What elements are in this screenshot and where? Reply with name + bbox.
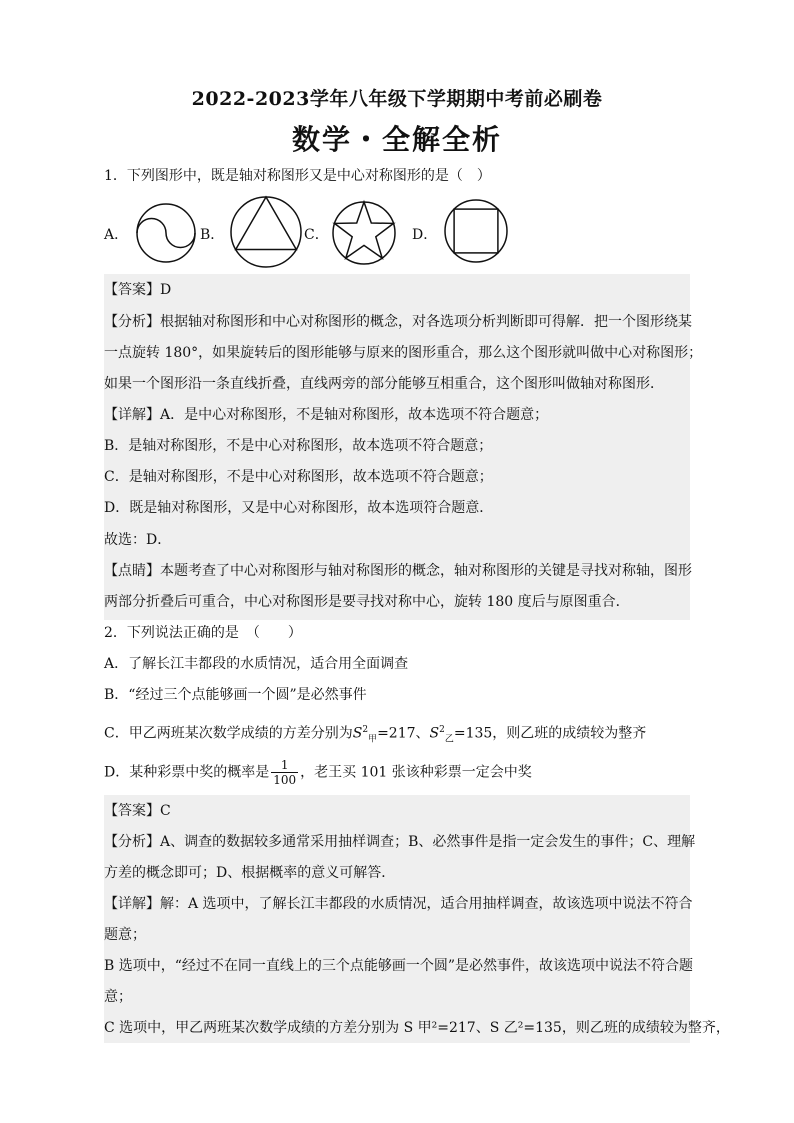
q1-analysis-line-3: 如果一个图形沿一条直线折叠，直线两旁的部分能够互相重合，这个图形叫做轴对称图形． [104, 376, 664, 392]
q1-analysis-line-2: 一点旋转 180°，如果旋转后的图形能够与原来的图形重合，那么这个图形就叫做中心对称图形； [104, 345, 703, 361]
q1-option-b-label: B． [200, 227, 225, 243]
fraction-denominator: 100 [273, 773, 297, 787]
q2-option-c-text: C．甲乙两班某次数学成绩的方差分别为 [104, 725, 353, 742]
exam-title: 2022-2023学年八年级下学期期中考前必刷卷 [191, 88, 603, 110]
variance-exponent-b: 2 [439, 725, 445, 735]
q2-option-d-text: D．某种彩票中奖的概率是 [104, 764, 270, 781]
q2-option-c [104, 720, 690, 749]
fraction-numerator: 1 [271, 758, 298, 773]
q1-detail-line-2: B．是轴对称图形，不是中心对称图形，故本选项不符合题意； [104, 438, 493, 454]
q2-option-b: B．“经过三个点能够画一个圆”是必然事件 [104, 687, 367, 703]
q2-detail-line-1: 【详解】解：A 选项中，了解长江丰都段的水质情况，适合用抽样调查，故该选项中说法不符合 [104, 896, 693, 912]
q1-analysis-line-1: 【分析】根据轴对称图形和中心对称图形的概念，对各选项分析判断即可得解．把一个图形绕某 [104, 314, 692, 330]
probability-fraction [271, 758, 298, 787]
variance-subscript-a: 甲 [368, 734, 378, 745]
q1-option-a-label: A． [104, 227, 129, 243]
q1-detail-line-4: D．既是轴对称图形，又是中心对称图形，故本选项符合题意． [104, 500, 494, 516]
star-in-circle-figure [330, 199, 398, 267]
q2-stem: 2．下列说法正确的是 （ ） [104, 625, 302, 641]
q1-detail-line-1: 【详解】A．是中心对称图形，不是轴对称图形，故本选项不符合题意； [104, 407, 549, 423]
q2-option-c-value-b: =135，则乙班的成绩较为整齐 [453, 725, 647, 742]
yin-yang-figure [134, 201, 198, 265]
q2-option-d-tail: ，老王买 101 张该种彩票一定会中奖 [300, 764, 532, 781]
q1-comment-line-2: 两部分折叠后可重合，中心对称图形是要寻找对称中心，旋转 180 度后与原图重合． [104, 594, 630, 610]
q2-detail-line-4: 意； [104, 989, 132, 1005]
variance-symbol-b: S [429, 725, 440, 742]
q1-comment-line-1: 【点睛】本题考查了中心对称图形与轴对称图形的概念，轴对称图形的关键是寻找对称轴，图形 [104, 563, 692, 579]
q2-detail-line-2: 题意； [104, 927, 146, 943]
q1-option-d-label: D． [412, 227, 438, 243]
triangle-in-circle-figure [228, 194, 304, 270]
q2-option-d [104, 758, 690, 787]
q2-option-a: A．了解长江丰都段的水质情况，适合用全面调查 [104, 656, 409, 672]
q1-option-c-label: C． [304, 227, 329, 243]
variance-exponent-a: 2 [362, 725, 369, 735]
q1-choice: 故选：D． [104, 532, 172, 548]
q1-answer: 【答案】D [104, 282, 172, 298]
variance-subscript-b: 乙 [444, 734, 454, 745]
q2-answer: 【答案】C [104, 803, 171, 819]
q2-option-c-value-a: =217、 [377, 725, 430, 742]
q2-analysis-line-1: 【分析】A、调查的数据较多通常采用抽样调查；B、必然事件是指一定会发生的事件；C、理解 [104, 834, 696, 850]
variance-symbol-a: S [352, 725, 363, 742]
q2-analysis-line-2: 方差的概念即可；D、根据概率的意义可解答． [104, 865, 396, 881]
q2-detail-line-3: B 选项中，“经过不在同一直线上的三个点能够画一个圆”是必然事件，故该选项中说法不符合题 [104, 958, 694, 974]
exam-subtitle: 数学・全解全析 [291, 123, 502, 156]
square-in-circle-figure [442, 197, 510, 265]
q1-detail-line-3: C．是轴对称图形，不是中心对称图形，故本选项不符合题意； [104, 469, 493, 485]
q2-detail-line-5: C 选项中，甲乙两班某次数学成绩的方差分别为 S 甲²=217、S 乙²=135，则乙班的成绩较为整齐， [104, 1020, 730, 1036]
q1-stem: 1．下列图形中，既是轴对称图形又是中心对称图形的是（ ） [104, 168, 491, 184]
